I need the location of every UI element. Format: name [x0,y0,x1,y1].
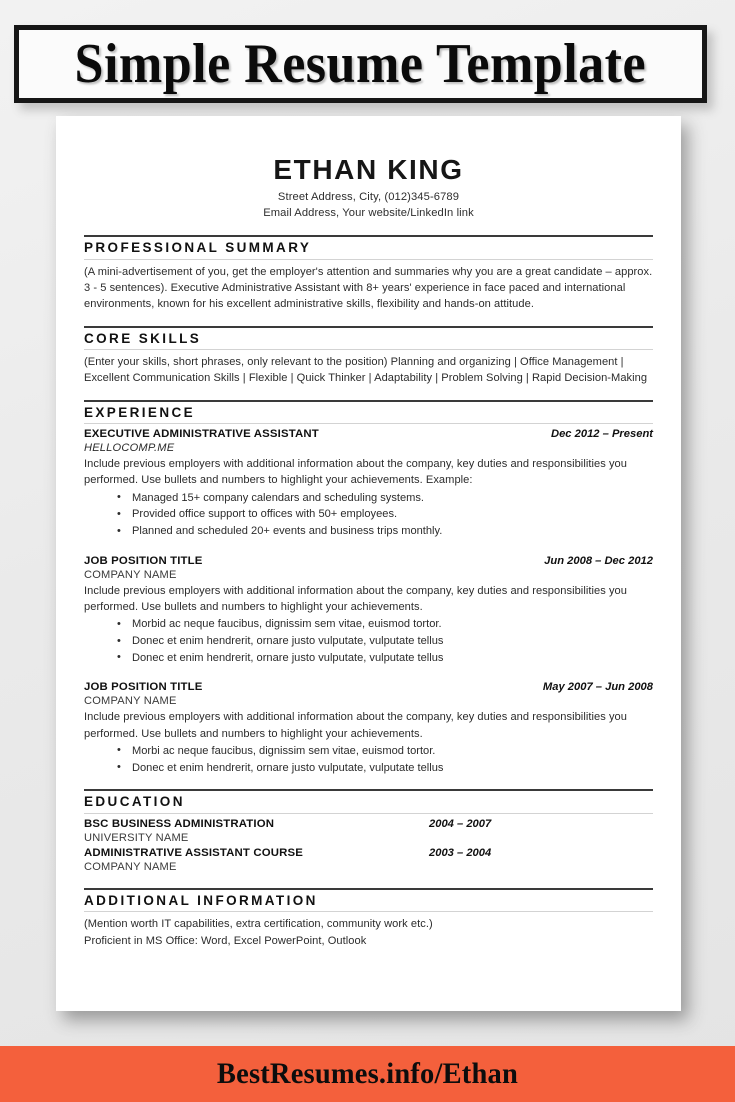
page-title: Simple Resume Template [74,33,647,95]
candidate-name: ETHAN KING [273,154,464,185]
resume-document [56,116,681,1011]
section-header-rule [84,326,653,350]
experience-entry [84,428,653,540]
section-experience [84,400,653,777]
job-description: Include previous employers with additional information about the company, key duties and responsibilities you performed. Use bullets and numbers to highlight your achievements. Example: [84,458,627,487]
list-item: • Donec et enim hendrerit, ornare justo vulputate, vulputate tellus [132,760,653,777]
professional-summary-text: (A mini-advertisement of you, get the employer's attention and summaries why you are a great candidate – approx. 3 - 5 sentences). Executive Administrative Assistant with 8+ years' experience in face paced and international environments, known for his excellent administrative skills, flexibility and hands-on attitude. [84,265,653,311]
list-item: • Provided office support to offices with 50+ employees. [132,506,653,523]
education-entry [84,847,653,875]
job-bullet-list [84,743,653,776]
job-description: Include previous employers with additional information about the company, key duties and responsibilities you performed. Use bullets and numbers to highlight your achievements. [84,584,627,614]
experience-entry [84,555,653,667]
section-education [84,789,653,875]
job-company: HELLOCOMP.ME [84,442,175,455]
education-organization: UNIVERSITY NAME [84,831,189,844]
job-date-range: May 2007 – Jun 2008 [542,681,653,694]
section-title-education: EDUCATION [84,794,185,810]
education-entry [84,818,653,846]
education-organization: COMPANY NAME [84,860,177,873]
section-title-professional-summary: PROFESSIONAL SUMMARY [84,240,312,256]
experience-entry [84,681,653,776]
section-header-rule [84,235,653,259]
footer-website-label: BestResumes.info/Ethan [216,1057,519,1090]
resume-content [84,155,653,949]
section-professional-summary [84,235,653,312]
education-date-range: 2004 – 2007 [429,817,492,830]
education-entry-heading [84,818,653,830]
footer-banner [0,1046,735,1102]
job-title: JOB POSITION TITLE [84,554,203,567]
education-degree: BSC BUSINESS ADMINISTRATION [84,817,275,830]
core-skills-text: (Enter your skills, short phrases, only relevant to the position) Planning and organizing | Office Management | Excellent Communication Skills | Flexible | Quick Thinker | Adaptability | Problem Solving | Rapid Decision-Making [84,356,648,385]
contact-line-address: Street Address, City, (012)345-6789 [277,191,460,204]
job-date-range: Dec 2012 – Present [551,428,653,441]
education-entry-heading [84,847,653,859]
list-item: • Morbi ac neque faucibus, dignissim sem vitae, euismod tortor. [132,743,653,760]
job-bullet-list [84,616,653,666]
job-title: JOB POSITION TITLE [84,681,203,694]
experience-entry-heading [84,428,653,440]
section-title-core-skills: CORE SKILLS [84,330,202,346]
section-header-rule [84,400,653,424]
contact-line-email: Email Address, Your website/LinkedIn link [263,207,474,220]
page-title-banner [14,25,707,103]
education-degree: ADMINISTRATIVE ASSISTANT COURSE [84,846,303,859]
list-item: • Morbid ac neque faucibus, dignissim sem vitae, euismod tortor. [132,616,653,633]
job-company: COMPANY NAME [84,568,177,581]
list-item: • Donec et enim hendrerit, ornare justo vulputate, vulputate tellus [132,633,653,650]
job-bullet-list [84,490,653,540]
experience-entry-heading [84,555,653,567]
section-header-rule [84,888,653,912]
section-header-rule [84,789,653,813]
section-title-experience: EXPERIENCE [84,404,196,420]
job-company: COMPANY NAME [84,695,177,708]
list-item: • Planned and scheduled 20+ events and business trips monthly. [132,523,653,540]
section-core-skills [84,326,653,387]
additional-information-line-1: (Mention worth IT capabilities, extra certification, community work etc.) [84,918,433,931]
education-date-range: 2003 – 2004 [429,846,492,859]
job-date-range: Jun 2008 – Dec 2012 [544,554,653,567]
additional-information-line-2: Proficient in MS Office: Word, Excel PowerPoint, Outlook [84,934,367,947]
experience-entry-heading [84,681,653,693]
job-description: Include previous employers with additional information about the company, key duties and responsibilities you performed. Use bullets and numbers to highlight your achievements. [84,711,627,740]
list-item: • Donec et enim hendrerit, ornare justo vulputate, vulputate tellus [132,650,653,667]
section-title-additional-information: ADDITIONAL INFORMATION [84,892,318,908]
section-additional-information [84,888,653,949]
list-item: • Managed 15+ company calendars and scheduling systems. [132,490,653,507]
job-title: EXECUTIVE ADMINISTRATIVE ASSISTANT [84,428,319,441]
